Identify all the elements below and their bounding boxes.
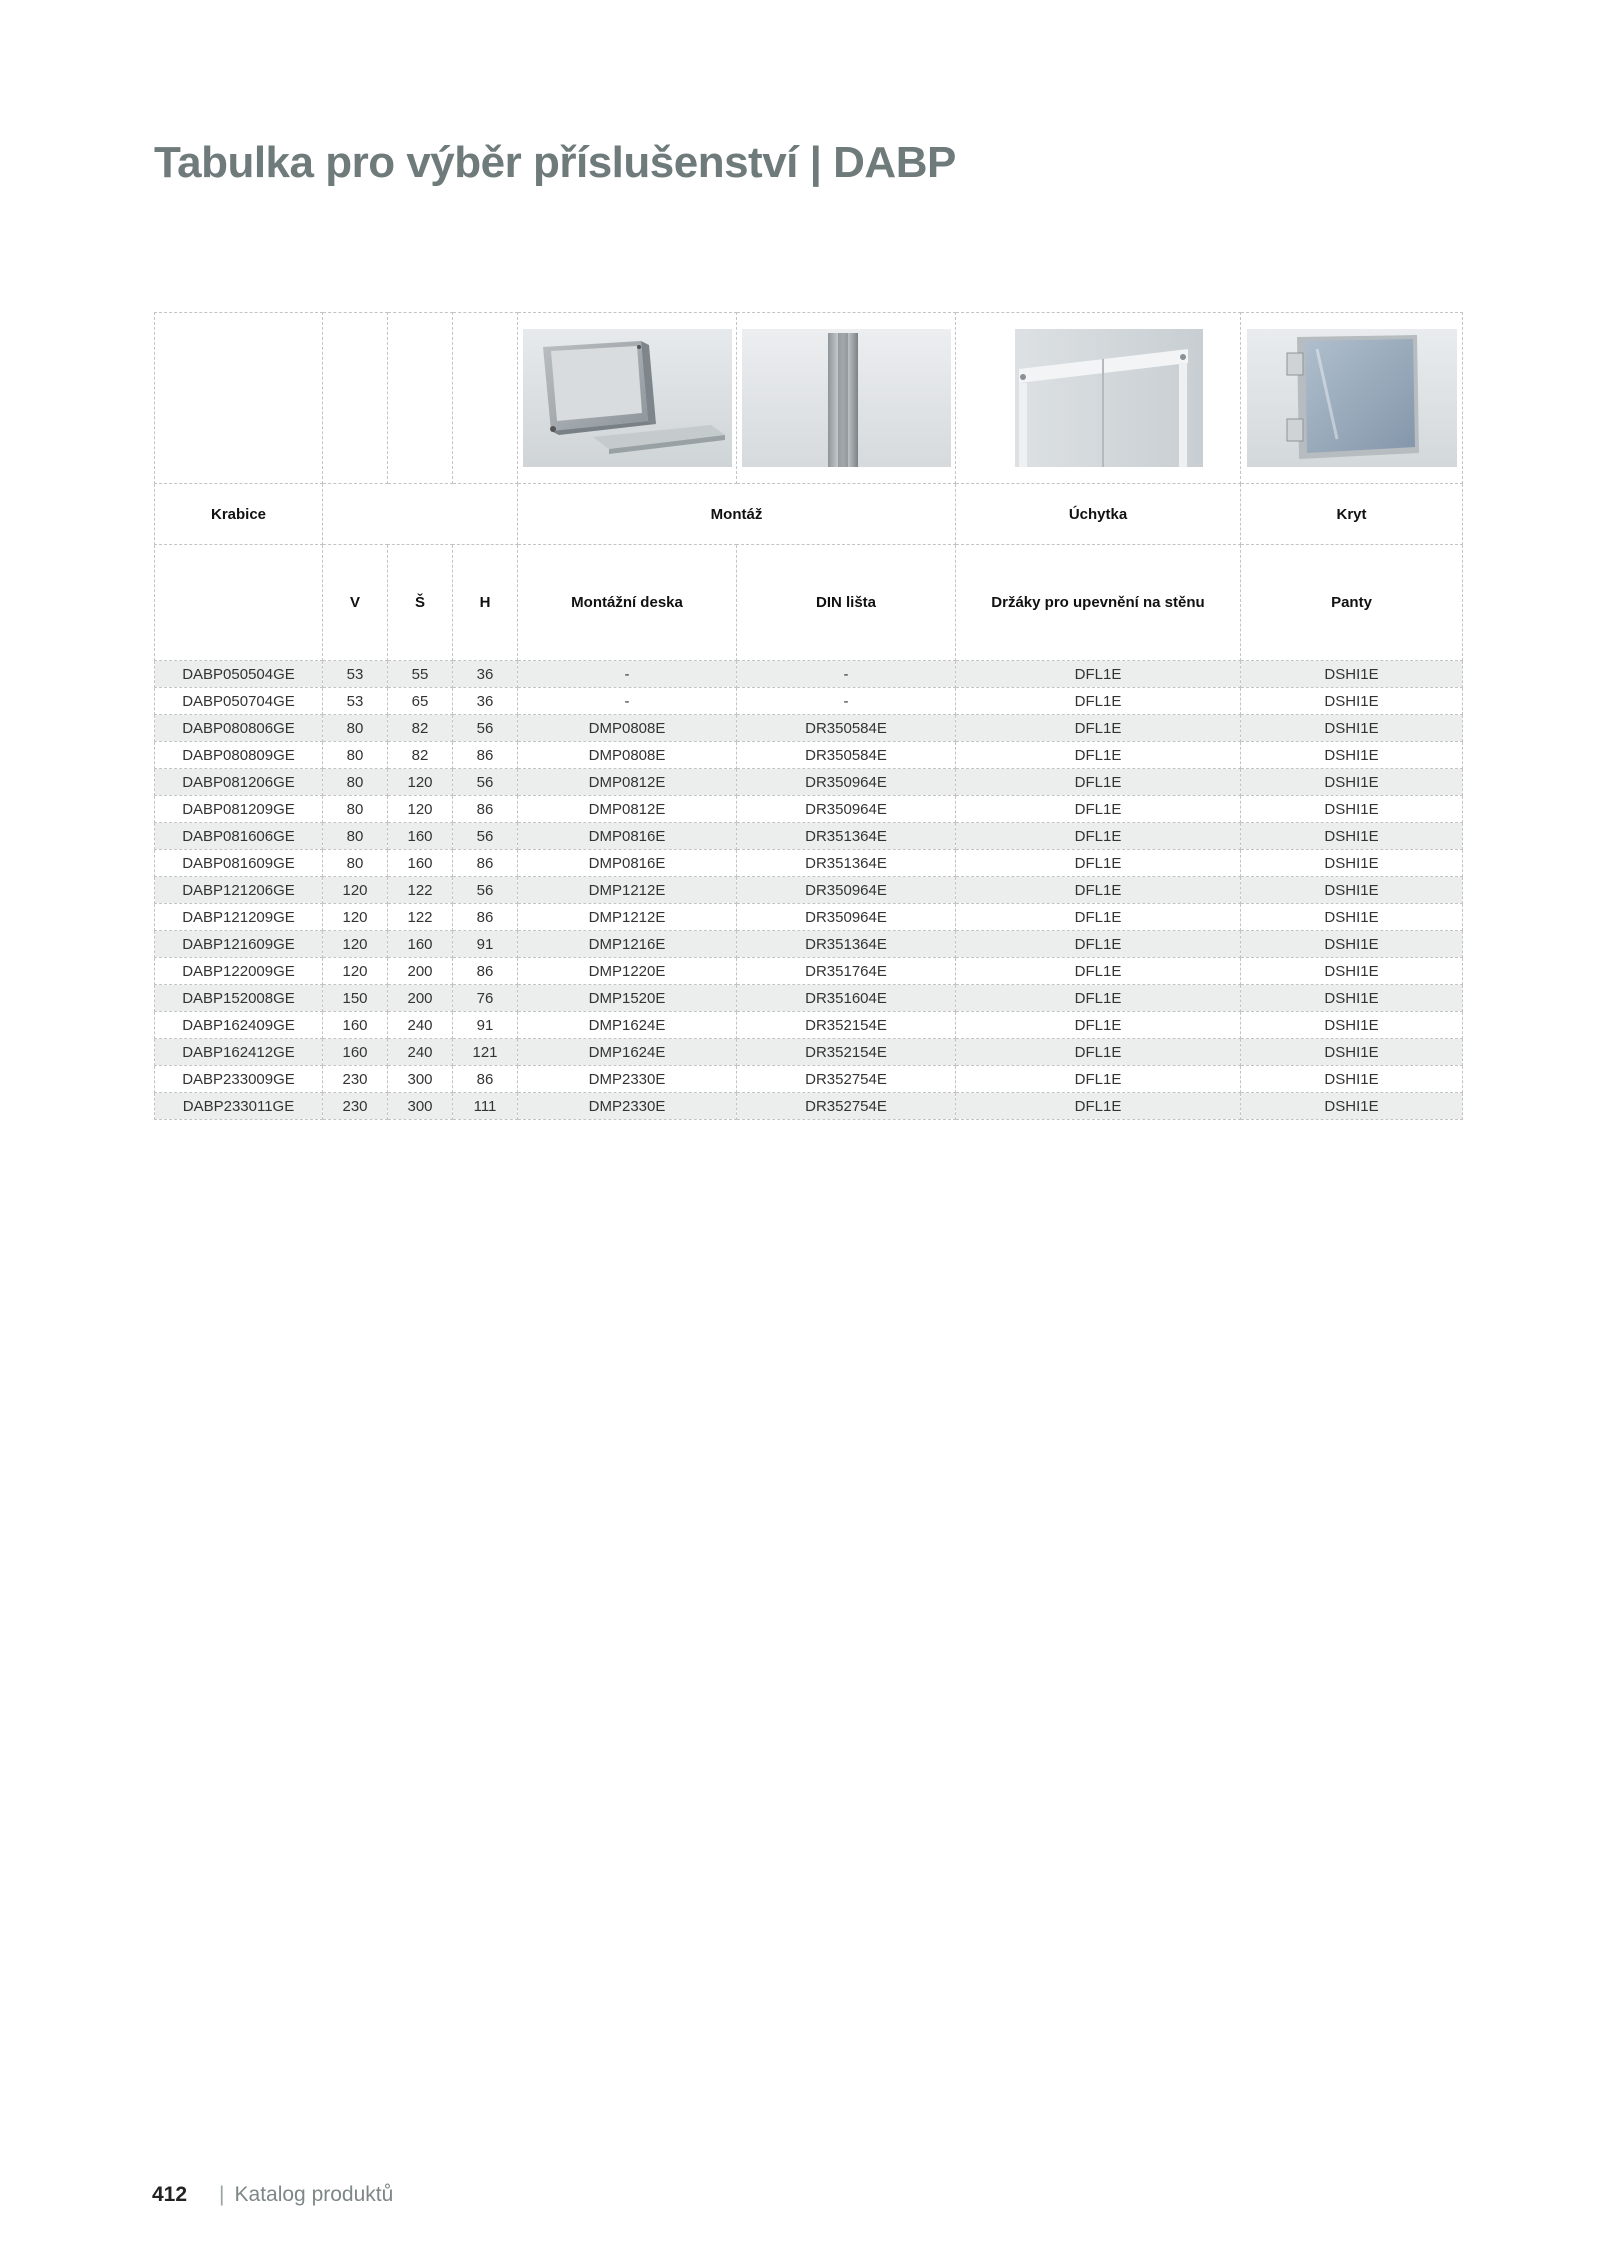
cell-box-code: DABP080806GE: [155, 715, 323, 742]
cell-mounting-plate: DMP1212E: [518, 904, 737, 931]
cell-height: 120: [323, 958, 388, 985]
cell-width: 82: [388, 715, 453, 742]
cell-width: 300: [388, 1093, 453, 1120]
cell-hinges: DSHI1E: [1241, 985, 1463, 1012]
cell-box-code: DABP081206GE: [155, 769, 323, 796]
cell-din-rail: DR352754E: [737, 1093, 956, 1120]
group-header-row: [155, 484, 1463, 545]
cell-mounting-plate: -: [518, 688, 737, 715]
cell-mounting-plate: -: [518, 661, 737, 688]
cell-din-rail: DR351604E: [737, 985, 956, 1012]
table-row: [155, 823, 1463, 850]
cell-mounting-plate: DMP1520E: [518, 985, 737, 1012]
cell-hinges: DSHI1E: [1241, 958, 1463, 985]
hinge-cover-image: [1241, 313, 1463, 484]
header-montaz: Montáž: [518, 484, 956, 545]
cell-mounting-plate: DMP0808E: [518, 715, 737, 742]
cell-height: 53: [323, 688, 388, 715]
cell-din-rail: DR351364E: [737, 850, 956, 877]
cell-wall-bracket: DFL1E: [956, 985, 1241, 1012]
cell-width: 160: [388, 823, 453, 850]
cell-mounting-plate: DMP2330E: [518, 1066, 737, 1093]
cell-din-rail: DR350964E: [737, 877, 956, 904]
table-row: [155, 769, 1463, 796]
cell-width: 160: [388, 850, 453, 877]
cell-hinges: DSHI1E: [1241, 904, 1463, 931]
cell-hinges: DSHI1E: [1241, 715, 1463, 742]
cell-wall-bracket: DFL1E: [956, 931, 1241, 958]
cell-mounting-plate: DMP1212E: [518, 877, 737, 904]
cell-depth: 91: [453, 1012, 518, 1039]
header-din-lista: DIN lišta: [737, 545, 956, 661]
cell-depth: 86: [453, 1066, 518, 1093]
table-row: [155, 904, 1463, 931]
cell-mounting-plate: DMP0816E: [518, 850, 737, 877]
cell-hinges: DSHI1E: [1241, 823, 1463, 850]
cell-height: 80: [323, 850, 388, 877]
cell-width: 300: [388, 1066, 453, 1093]
table-row: [155, 1012, 1463, 1039]
cell-depth: 56: [453, 715, 518, 742]
table-row: [155, 742, 1463, 769]
cell-wall-bracket: DFL1E: [956, 877, 1241, 904]
cell-wall-bracket: DFL1E: [956, 958, 1241, 985]
table-row: [155, 1066, 1463, 1093]
cell-width: 200: [388, 985, 453, 1012]
cell-width: 240: [388, 1039, 453, 1066]
cell-wall-bracket: DFL1E: [956, 1012, 1241, 1039]
cell-box-code: DABP081606GE: [155, 823, 323, 850]
cell-hinges: DSHI1E: [1241, 1093, 1463, 1120]
cell-mounting-plate: DMP0812E: [518, 769, 737, 796]
cell-height: 80: [323, 769, 388, 796]
cell-depth: 111: [453, 1093, 518, 1120]
cell-box-code: DABP121609GE: [155, 931, 323, 958]
cell-wall-bracket: DFL1E: [956, 742, 1241, 769]
cell-depth: 56: [453, 823, 518, 850]
cell-mounting-plate: DMP0816E: [518, 823, 737, 850]
cell-depth: 86: [453, 850, 518, 877]
cell-depth: 86: [453, 742, 518, 769]
cell-box-code: DABP080809GE: [155, 742, 323, 769]
header-v: V: [323, 545, 388, 661]
cell-height: 120: [323, 931, 388, 958]
cell-depth: 56: [453, 877, 518, 904]
cell-mounting-plate: DMP2330E: [518, 1093, 737, 1120]
cell-height: 230: [323, 1066, 388, 1093]
header-uchytka: Úchytka: [956, 484, 1241, 545]
cell-din-rail: DR350584E: [737, 715, 956, 742]
cell-hinges: DSHI1E: [1241, 931, 1463, 958]
header-h: H: [453, 545, 518, 661]
cell-wall-bracket: DFL1E: [956, 688, 1241, 715]
cell-hinges: DSHI1E: [1241, 796, 1463, 823]
cell-wall-bracket: DFL1E: [956, 850, 1241, 877]
cell-mounting-plate: DMP0808E: [518, 742, 737, 769]
cell-width: 200: [388, 958, 453, 985]
cell-din-rail: DR352154E: [737, 1039, 956, 1066]
cell-height: 230: [323, 1093, 388, 1120]
cell-hinges: DSHI1E: [1241, 850, 1463, 877]
cell-depth: 76: [453, 985, 518, 1012]
cell-wall-bracket: DFL1E: [956, 715, 1241, 742]
cell-din-rail: -: [737, 688, 956, 715]
cell-depth: 86: [453, 796, 518, 823]
cell-height: 120: [323, 904, 388, 931]
table-row: [155, 1093, 1463, 1120]
cell-width: 240: [388, 1012, 453, 1039]
cell-wall-bracket: DFL1E: [956, 661, 1241, 688]
table-body: [155, 661, 1463, 1120]
table-row: [155, 958, 1463, 985]
din-rail-image: [737, 313, 956, 484]
footer-separator: |: [219, 2183, 225, 2206]
cell-hinges: DSHI1E: [1241, 1066, 1463, 1093]
header-s: Š: [388, 545, 453, 661]
cell-din-rail: DR351364E: [737, 823, 956, 850]
cell-box-code: DABP081209GE: [155, 796, 323, 823]
cell-hinges: DSHI1E: [1241, 1039, 1463, 1066]
header-montazni-deska: Montážní deska: [518, 545, 737, 661]
cell-din-rail: DR350584E: [737, 742, 956, 769]
cell-din-rail: DR350964E: [737, 769, 956, 796]
header-krabice: Krabice: [155, 484, 323, 545]
accessory-table-wrapper: [154, 312, 1462, 1120]
cell-box-code: DABP162412GE: [155, 1039, 323, 1066]
cell-box-code: DABP050704GE: [155, 688, 323, 715]
cell-height: 80: [323, 796, 388, 823]
cell-din-rail: DR352154E: [737, 1012, 956, 1039]
cell-depth: 56: [453, 769, 518, 796]
cell-din-rail: DR350964E: [737, 904, 956, 931]
cell-height: 120: [323, 877, 388, 904]
cell-depth: 86: [453, 958, 518, 985]
page-footer: [152, 2183, 393, 2207]
cell-width: 122: [388, 904, 453, 931]
cell-height: 53: [323, 661, 388, 688]
header-drzaky: Držáky pro upevnění na stěnu: [956, 545, 1241, 661]
cell-box-code: DABP162409GE: [155, 1012, 323, 1039]
cell-box-code: DABP121206GE: [155, 877, 323, 904]
cell-din-rail: DR351764E: [737, 958, 956, 985]
cell-width: 122: [388, 877, 453, 904]
cell-mounting-plate: DMP0812E: [518, 796, 737, 823]
cell-width: 160: [388, 931, 453, 958]
header-panty: Panty: [1241, 545, 1463, 661]
cell-box-code: DABP233009GE: [155, 1066, 323, 1093]
table-row: [155, 796, 1463, 823]
cell-depth: 36: [453, 661, 518, 688]
wall-bracket-image: [956, 313, 1241, 484]
mounting-plate-image: [518, 313, 737, 484]
header-kryt: Kryt: [1241, 484, 1463, 545]
cell-depth: 36: [453, 688, 518, 715]
cell-mounting-plate: DMP1624E: [518, 1012, 737, 1039]
table-row: [155, 877, 1463, 904]
cell-width: 120: [388, 796, 453, 823]
accessory-table: [154, 312, 1463, 1120]
cell-height: 160: [323, 1039, 388, 1066]
cell-wall-bracket: DFL1E: [956, 1066, 1241, 1093]
cell-height: 150: [323, 985, 388, 1012]
table-row: [155, 1039, 1463, 1066]
cell-box-code: DABP122009GE: [155, 958, 323, 985]
sub-header-row: [155, 545, 1463, 661]
cell-din-rail: DR350964E: [737, 796, 956, 823]
cell-width: 82: [388, 742, 453, 769]
cell-hinges: DSHI1E: [1241, 769, 1463, 796]
cell-box-code: DABP050504GE: [155, 661, 323, 688]
cell-depth: 86: [453, 904, 518, 931]
cell-hinges: DSHI1E: [1241, 661, 1463, 688]
table-row: [155, 661, 1463, 688]
cell-din-rail: DR351364E: [737, 931, 956, 958]
cell-wall-bracket: DFL1E: [956, 904, 1241, 931]
cell-box-code: DABP152008GE: [155, 985, 323, 1012]
cell-wall-bracket: DFL1E: [956, 796, 1241, 823]
table-row: [155, 688, 1463, 715]
table-row: [155, 985, 1463, 1012]
cell-width: 55: [388, 661, 453, 688]
image-row: [155, 313, 1463, 484]
cell-wall-bracket: DFL1E: [956, 769, 1241, 796]
cell-height: 80: [323, 742, 388, 769]
table-row: [155, 850, 1463, 877]
cell-box-code: DABP121209GE: [155, 904, 323, 931]
cell-hinges: DSHI1E: [1241, 742, 1463, 769]
cell-mounting-plate: DMP1220E: [518, 958, 737, 985]
page-number: 412: [152, 2183, 188, 2206]
cell-din-rail: DR352754E: [737, 1066, 956, 1093]
footer-catalog-label: Katalog produktů: [234, 2183, 394, 2206]
cell-height: 80: [323, 715, 388, 742]
cell-hinges: DSHI1E: [1241, 1012, 1463, 1039]
cell-box-code: DABP233011GE: [155, 1093, 323, 1120]
cell-hinges: DSHI1E: [1241, 688, 1463, 715]
cell-height: 80: [323, 823, 388, 850]
cell-mounting-plate: DMP1624E: [518, 1039, 737, 1066]
page-title: Tabulka pro výběr příslušenství | DABP: [154, 138, 956, 187]
table-row: [155, 931, 1463, 958]
cell-box-code: DABP081609GE: [155, 850, 323, 877]
cell-height: 160: [323, 1012, 388, 1039]
cell-hinges: DSHI1E: [1241, 877, 1463, 904]
cell-wall-bracket: DFL1E: [956, 1039, 1241, 1066]
cell-width: 120: [388, 769, 453, 796]
cell-width: 65: [388, 688, 453, 715]
cell-wall-bracket: DFL1E: [956, 823, 1241, 850]
cell-wall-bracket: DFL1E: [956, 1093, 1241, 1120]
cell-mounting-plate: DMP1216E: [518, 931, 737, 958]
cell-depth: 121: [453, 1039, 518, 1066]
cell-din-rail: -: [737, 661, 956, 688]
table-row: [155, 715, 1463, 742]
cell-depth: 91: [453, 931, 518, 958]
